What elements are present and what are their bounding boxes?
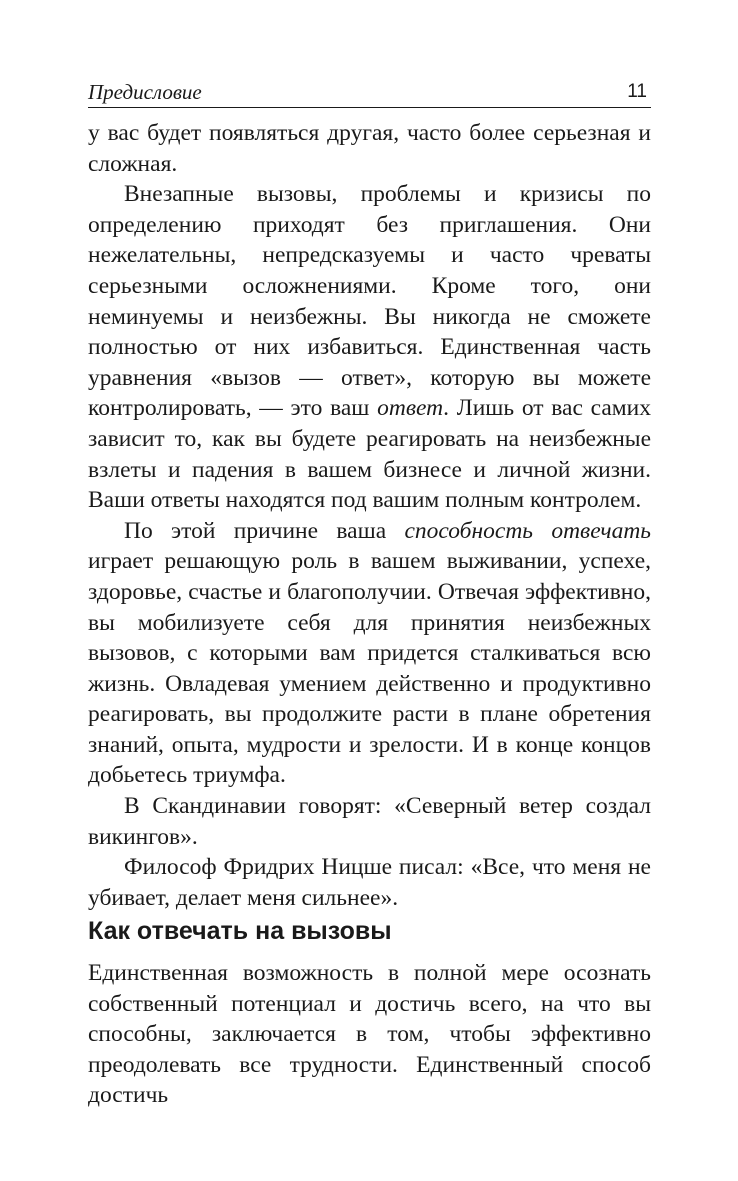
- paragraph-nietzsche: [88, 852, 651, 913]
- paragraph-text: По этой причине ваша: [124, 517, 405, 544]
- body-text: [88, 118, 651, 913]
- paragraph-text: играет решающую роль в вашем выживании, успехе, здоровье, счастье и благополучии. Отвечая эффективно, вы мобилизуете себя для принятия неизбежных вызовов, с которыми вам придется сталкиваться всю жизнь. Овладевая умением действенно и продуктивно реагировать, вы продолжите расти в плане обретения знаний, опыта, мудрости и зрелости. И в конце концов добьетесь триумфа.: [88, 548, 651, 789]
- paragraph-continuation: [88, 118, 651, 179]
- section-body: [88, 958, 651, 1111]
- paragraph-ability: [88, 516, 651, 791]
- page-number: 11: [627, 81, 647, 102]
- running-head: [88, 80, 651, 108]
- emphasis-text: ответ: [377, 395, 444, 422]
- paragraph-scandinavia: [88, 791, 651, 852]
- paragraph-challenges: [88, 179, 651, 516]
- running-title: Предисловие: [88, 80, 202, 104]
- paragraph-text: Внезапные вызовы, проблемы и кризисы по определению приходят без приглашения. Они нежелательны, непредсказуемы и часто чреваты серьезными осложнениями. Кроме того, они неминуемы и неизбежны. Вы никогда не сможете полностью от них избавиться. Единственная часть уравнения «вызов — ответ», которую вы можете контролировать, — это ваш: [88, 181, 651, 422]
- paragraph-text: . Лишь от вас самих зависит то, как вы будете реагировать на неизбежные взлеты и падения в вашем бизнесе и личной жизни. Ваши ответы находятся под вашим полным контролем.: [88, 395, 651, 514]
- paragraph-text: В Скандинавии говорят: «Северный ветер создал викингов».: [88, 793, 651, 850]
- section-paragraph: Единственная возможность в полной мере осознать собственный потенциал и достичь всего, на что вы способны, заключается в том, чтобы эффективно преодолевать все трудности. Единственный способ достичь: [88, 960, 651, 1109]
- paragraph-text: у вас будет появляться другая, часто более серьезная и сложная.: [88, 120, 651, 177]
- emphasis-text: способность отвечать: [404, 517, 651, 544]
- paragraph-text: Философ Фридрих Ницше писал: «Все, что меня не убивает, делает меня сильнее».: [88, 854, 651, 911]
- section-heading: Как отвечать на вызовы: [88, 917, 392, 945]
- header-rule: [88, 107, 651, 108]
